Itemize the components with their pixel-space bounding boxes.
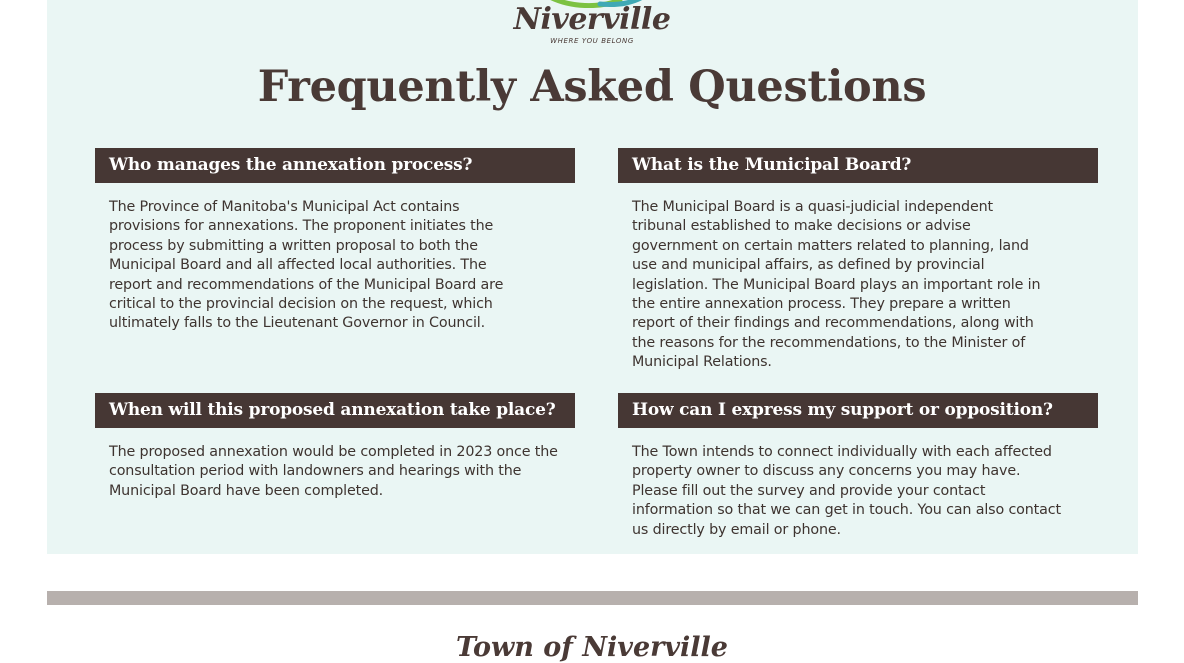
answer-line: critical to the provincial decision on the request, which — [109, 296, 493, 313]
answer-line: tribunal established to make decisions or advise — [632, 218, 971, 235]
faq-answer — [632, 198, 1094, 373]
answer-line: The Province of Manitoba's Municipal Act contains — [109, 199, 460, 215]
section-divider — [47, 591, 1138, 605]
faq-item — [618, 393, 1098, 540]
answer-line: Municipal Board and all affected local authorities. The — [109, 257, 487, 274]
answer-line: report and recommendations of the Municipal Board are — [109, 276, 504, 293]
faq-question: When will this proposed annexation take place? — [95, 393, 575, 428]
faq-item — [618, 148, 1098, 373]
answer-line: provisions for annexations. The proponent initiates the — [109, 218, 494, 235]
logo-name: Niverville — [513, 2, 671, 37]
answer-line: Municipal Board have been completed. — [109, 482, 384, 499]
faq-answer — [109, 198, 571, 334]
answer-line: Municipal Relations. — [632, 354, 772, 371]
answer-line: use and municipal affairs, as defined by provincial — [632, 257, 985, 274]
answer-line: information so that we can get in touch. You can also contact — [632, 502, 1061, 519]
faq-answer — [109, 443, 571, 501]
faq-item — [95, 148, 575, 334]
answer-line: process by submitting a written proposal to both the — [109, 237, 478, 254]
faq-item — [95, 393, 575, 501]
faq-answer — [632, 443, 1094, 540]
footer-town-name: Town of Niverville — [456, 632, 728, 663]
faq-question: What is the Municipal Board? — [618, 148, 1098, 183]
answer-line: The proposed annexation would be completed in 2023 once the — [109, 444, 558, 460]
town-logo[interactable] — [0, 0, 1184, 50]
answer-line: the entire annexation process. They prepare a written — [632, 296, 1011, 313]
answer-line: Please fill out the survey and provide your contact — [632, 482, 986, 499]
answer-line: consultation period with landowners and hearings with the — [109, 463, 522, 480]
answer-line: The Municipal Board is a quasi-judicial independent — [632, 199, 993, 215]
answer-line: report of their findings and recommendations, along with — [632, 315, 1034, 332]
answer-line: us directly by email or phone. — [632, 521, 841, 538]
answer-line: the reasons for the recommendations, to the Minister of — [632, 334, 1026, 351]
answer-line: ultimately falls to the Lieutenant Governor in Council. — [109, 315, 486, 332]
page-title: Frequently Asked Questions — [257, 62, 927, 112]
faq-question: How can I express my support or opposition? — [618, 393, 1098, 428]
logo-tagline: WHERE YOU BELONG — [550, 37, 634, 45]
faq-question: Who manages the annexation process? — [95, 148, 575, 183]
answer-line: government on certain matters related to planning, land — [632, 237, 1029, 254]
answer-line: property owner to discuss any concerns you may have. — [632, 463, 1021, 480]
answer-line: The Town intends to connect individually with each affected — [632, 444, 1052, 460]
answer-line: legislation. The Municipal Board plays an important role in — [632, 276, 1041, 293]
